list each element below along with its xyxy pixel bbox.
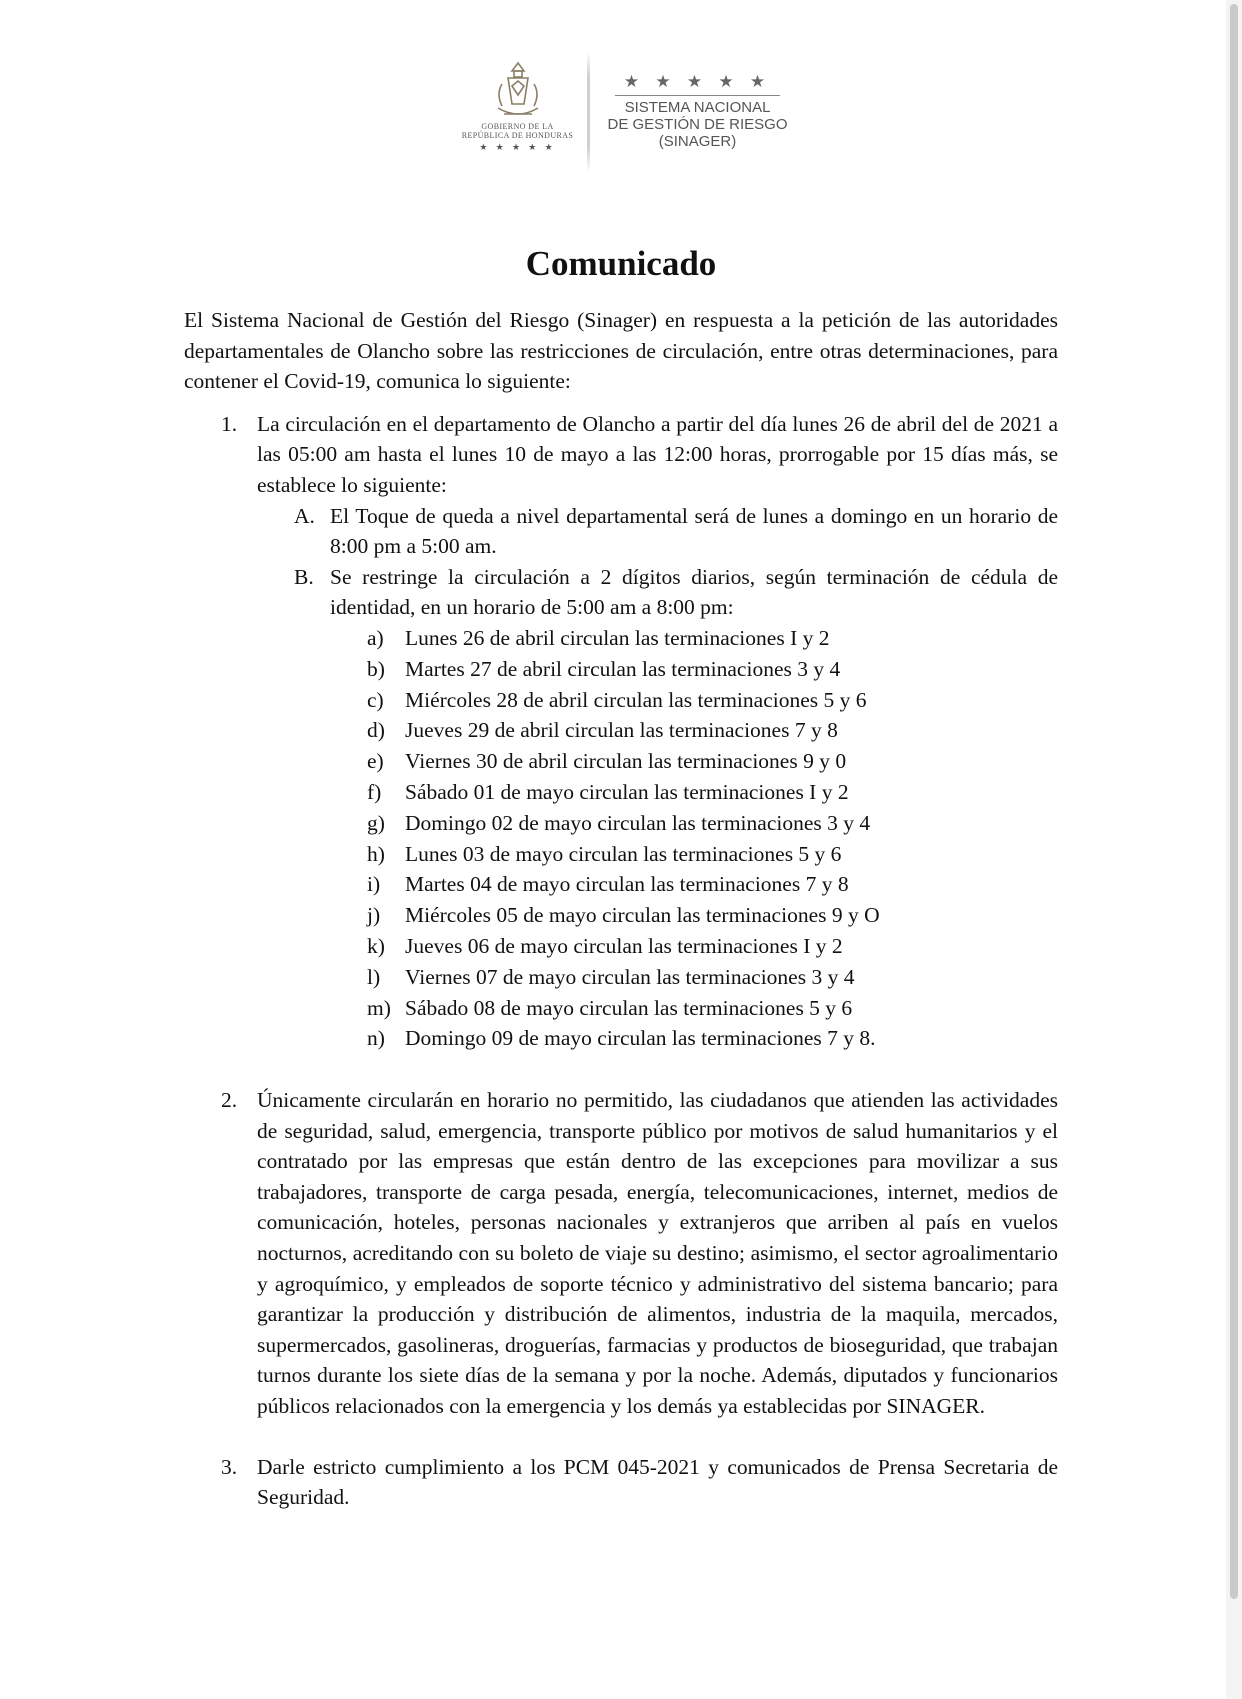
day-letter: k) bbox=[367, 933, 385, 958]
day-item bbox=[184, 900, 1058, 931]
day-text: Miércoles 05 de mayo circulan las terminaciones 9 y O bbox=[405, 903, 880, 928]
day-text: Jueves 06 de mayo circulan las terminaciones I y 2 bbox=[405, 933, 843, 958]
sub-item-letter: B. bbox=[294, 564, 314, 589]
coat-of-arms-icon bbox=[490, 60, 546, 122]
sinager-rule bbox=[615, 95, 780, 96]
day-text: Miércoles 28 de abril circulan las terminaciones 5 y 6 bbox=[405, 687, 867, 712]
day-item bbox=[184, 869, 1058, 900]
day-text: Lunes 03 de mayo circulan las terminaciones 5 y 6 bbox=[405, 841, 842, 866]
scrollbar-thumb[interactable] bbox=[1230, 4, 1238, 1599]
item-number: 1. bbox=[221, 411, 238, 436]
gov-line-1: GOBIERNO DE LA bbox=[481, 122, 554, 131]
day-text: Lunes 26 de abril circulan las terminaciones I y 2 bbox=[405, 625, 830, 650]
day-item bbox=[184, 993, 1058, 1024]
sub-item-letter: A. bbox=[294, 503, 315, 528]
day-letter: n) bbox=[367, 1026, 385, 1051]
list-item-2 bbox=[184, 1085, 1058, 1422]
sub-item-text: Se restringe la circulación a 2 dígitos diarios, según terminación de cédula de identidad, en un horario de 5:00 am a 8:00 pm: bbox=[330, 564, 1058, 620]
day-item bbox=[184, 839, 1058, 870]
sinager-line-3: (SINAGER) bbox=[658, 133, 737, 150]
day-item bbox=[184, 931, 1058, 962]
sub-item-text: El Toque de queda a nivel departamental será de lunes a domingo en un horario de 8:00 pm a 5:00 am. bbox=[330, 503, 1058, 559]
item-number: 2. bbox=[221, 1088, 238, 1113]
vertical-scrollbar[interactable] bbox=[1226, 0, 1242, 1699]
day-text: Viernes 07 de mayo circulan las terminaciones 3 y 4 bbox=[405, 964, 855, 989]
letterhead bbox=[0, 50, 1226, 180]
day-letter: l) bbox=[367, 964, 381, 989]
sinager-stars: ★ ★ ★ ★ ★ bbox=[623, 72, 772, 91]
sub-item-a bbox=[184, 501, 1058, 562]
day-item bbox=[184, 1023, 1058, 1054]
header-divider bbox=[587, 52, 590, 172]
day-letter: d) bbox=[367, 718, 385, 743]
intro-paragraph: El Sistema Nacional de Gestión del Riesgo (Sinager) en respuesta a la petición de las autoridades departamentales de Olancho sobre las restricciones de circulación, entre otras determinaciones, para contener el Covid-19, comunica lo siguiente: bbox=[184, 308, 1058, 394]
item-number: 3. bbox=[221, 1454, 238, 1479]
day-text: Jueves 29 de abril circulan las terminaciones 7 y 8 bbox=[405, 718, 838, 743]
sinager-line-1: SISTEMA NACIONAL bbox=[624, 99, 771, 116]
item-text: Únicamente circularán en horario no permitido, las ciudadanos que atienden las actividades de seguridad, salud, emergencia, transporte público por motivos de salud humanitarios y el contratado por las empresas que están dentro de las excepciones para movilizar a sus trabajadores, transporte de carga pesada, energía, telecomunicaciones, internet, medios de comunicación, hoteles, personas nacionales y extranjeros que arriben al país en vuelos nocturnos, acreditando con su boleto de viaje su destino; asimismo, el sector agroalimentario y agroquímico, y empleados de soporte técnico y administrativo del sistema bancario; para garantizar la producción y distribución de alimentos, industria de la maquila, mercados, supermercados, gasolineras, droguerías, farmacias y productos de bioseguridad, que trabajan turnos durante los siete días de la semana y por la noche. Además, diputados y funcionarios públicos relacionados con la emergencia y los demás ya establecidas por SINAGER. bbox=[257, 1088, 1058, 1419]
day-text: Domingo 02 de mayo circulan las terminaciones 3 y 4 bbox=[405, 810, 871, 835]
day-letter: g) bbox=[367, 810, 385, 835]
document-body bbox=[184, 305, 1058, 1513]
day-letter: e) bbox=[367, 749, 384, 774]
day-text: Martes 27 de abril circulan las terminaciones 3 y 4 bbox=[405, 656, 841, 681]
day-letter: a) bbox=[367, 625, 384, 650]
sub-item-b bbox=[184, 562, 1058, 623]
item-text: Darle estricto cumplimiento a los PCM 045-2021 y comunicados de Prensa Secretaria de Seguridad. bbox=[257, 1454, 1058, 1510]
day-letter: b) bbox=[367, 656, 385, 681]
day-text: Sábado 08 de mayo circulan las terminaciones 5 y 6 bbox=[405, 995, 853, 1020]
government-logo bbox=[455, 60, 580, 153]
day-letter: j) bbox=[367, 903, 381, 928]
day-text: Domingo 09 de mayo circulan las terminaciones 7 y 8. bbox=[405, 1026, 876, 1051]
list-item-1 bbox=[184, 409, 1058, 501]
day-item bbox=[184, 808, 1058, 839]
day-item bbox=[184, 746, 1058, 777]
day-letter: m) bbox=[367, 995, 391, 1020]
list-item-3 bbox=[184, 1452, 1058, 1513]
day-letter: f) bbox=[367, 779, 382, 804]
gov-line-2: REPÚBLICA DE HONDURAS bbox=[461, 131, 574, 140]
sinager-logo bbox=[605, 72, 790, 150]
day-text: Viernes 30 de abril circulan las terminaciones 9 y 0 bbox=[405, 749, 847, 774]
day-text: Martes 04 de mayo circulan las terminaciones 7 y 8 bbox=[405, 872, 849, 897]
day-letter: c) bbox=[367, 687, 384, 712]
day-item bbox=[184, 715, 1058, 746]
day-item bbox=[184, 623, 1058, 654]
sinager-line-2: DE GESTIÓN DE RIESGO bbox=[607, 116, 788, 133]
day-item bbox=[184, 777, 1058, 808]
day-item bbox=[184, 654, 1058, 685]
document-title: Comunicado bbox=[525, 244, 717, 283]
day-text: Sábado 01 de mayo circulan las terminaciones I y 2 bbox=[405, 779, 849, 804]
day-letter: i) bbox=[367, 872, 381, 897]
day-item bbox=[184, 962, 1058, 993]
day-letter: h) bbox=[367, 841, 385, 866]
day-item bbox=[184, 685, 1058, 716]
item-text: La circulación en el departamento de Olancho a partir del día lunes 26 de abril del de 2021 a las 05:00 am hasta el lunes 10 de mayo a las 12:00 horas, prorrogable por 15 días más, se establece lo siguiente: bbox=[257, 411, 1058, 497]
gov-stars: ★ ★ ★ ★ ★ bbox=[479, 142, 556, 152]
